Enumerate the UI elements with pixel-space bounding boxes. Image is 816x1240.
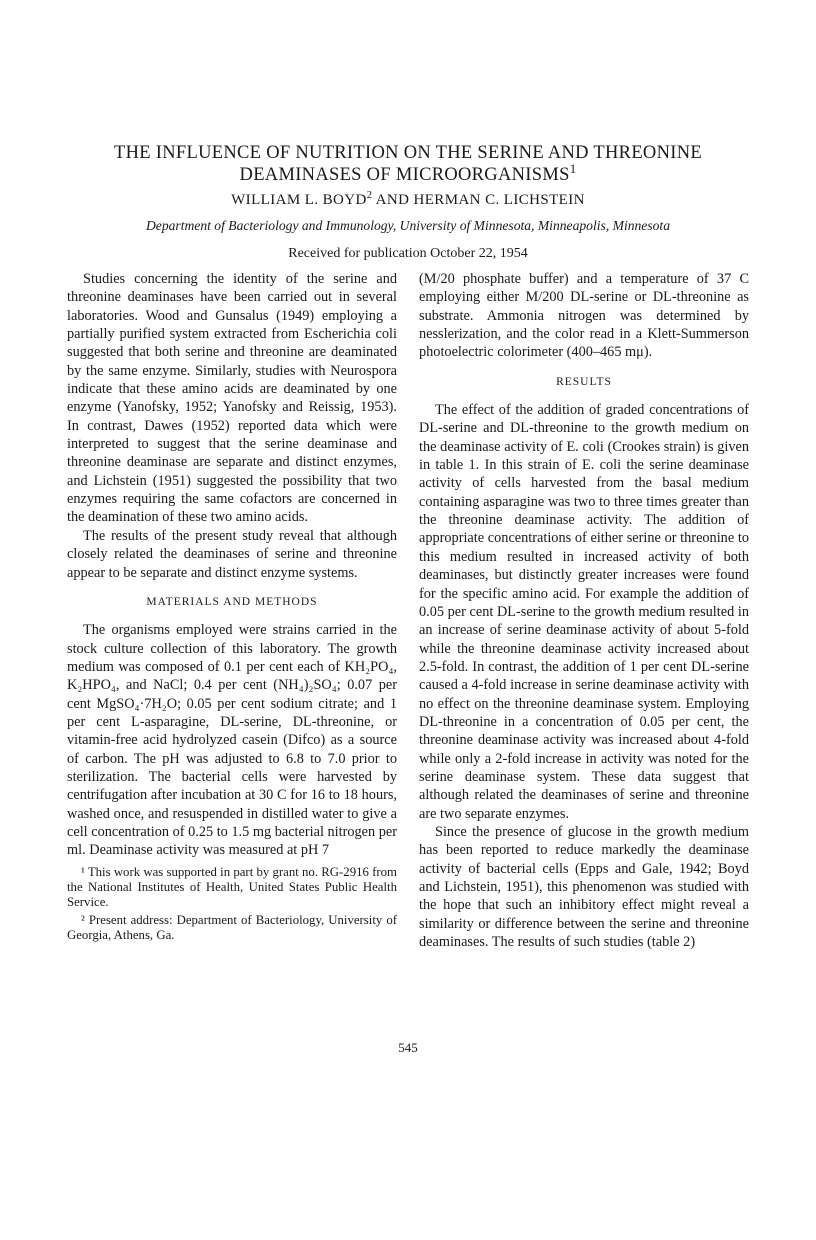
author-2: HERMAN C. LICHSTEIN xyxy=(413,192,585,208)
section-heading-methods: MATERIALS AND METHODS xyxy=(146,595,318,608)
results-paragraph-1: The effect of the addition of graded concentrations of DL-serine and DL-threonine to the growth medium on the deaminase activity of E. coli (Crookes strain) is given in table 1. In this strain of E. coli the serine deaminase activity of cells harvested from the basal medium containing asparagine was two to three times greater than the threonine deaminase activity. The addition of appropriate concentrations of either serine or threonine to this medium resulted in increased activity of both deaminases, but distinctly greater increases were found for the specific amino acid. For example the addition of 0.05 per cent DL-serine to the growth medium resulted in an increase of serine deaminase activity of about 5-fold while the threonine deaminase activity increased about 2.5-fold. In contrast, the addition of 1 per cent DL-serine caused a 4-fold increase in serine deaminase activity with no effect on the threonine deaminase system. Employing DL-threonine in a concentration of 0.05 per cent, the threonine deaminase activity was increased about 4-fold while only a 2-fold increase in activity was noted for the serine deaminase system. These data suggest that although related the deaminases of serine and threonine are two separate enzymes. xyxy=(419,402,749,822)
footnotes xyxy=(67,865,397,943)
page-number: 545 xyxy=(398,1040,418,1055)
methods-continuation: (M/20 phosphate buffer) and a temperature of 37 C employing either M/200 DL-serine or DL-threonine as substrate. Ammonia nitrogen was determined by nesslerization, and the color read in a Klett-Summerson photoelectric colorimeter (400–465 mμ). xyxy=(419,271,749,361)
affiliation: Department of Bacteriology and Immunology, University of Minnesota, Minneapolis, Minnesota xyxy=(145,218,671,233)
author-1: WILLIAM L. BOYD xyxy=(231,192,367,208)
methods-paragraph: The organisms employed were strains carried in the stock culture collection of this laboratory. The growth medium was composed of 0.1 per cent each of KH₂PO₄, K₂HPO₄, and NaCl; 0.4 per cent (NH₄)₂SO₄; 0.07 per cent MgSO₄·7H₂O; 0.05 per cent sodium citrate; and 1 per cent L-asparagine, DL-serine, DL-threonine, or vitamin-free acid hydrolyzed casein (Difco) as a source of carbon. The pH was adjusted to 6.8 to 7.0 prior to sterilization. The bacterial cells were harvested by centrifugation after incubation at 30 C for 16 to 18 hours, washed once, and resuspended in distilled water to give a cell concentration of 0.25 to 1.5 mg bacterial nitrogen per ml. Deaminase activity was measured at pH 7 xyxy=(67,622,397,859)
footnote-2: ² Present address: Department of Bacteriology, University of Georgia, Athens, Ga. xyxy=(67,912,397,942)
title-footnote-marker: 1 xyxy=(569,160,577,176)
title-line-1: THE INFLUENCE OF NUTRITION ON THE SERINE AND THREONINE xyxy=(114,143,702,163)
author-and: AND xyxy=(372,192,414,208)
title-line-2-text: DEAMINASES OF MICROORGANISMS xyxy=(239,165,570,185)
received-date: Received for publication October 22, 1954 xyxy=(288,246,528,261)
intro-paragraph-1: Studies concerning the identity of the serine and threonine deaminases have been carried out in several laboratories. Wood and Gunsalus (1949) employing a partially purified system extracted from Escherichia coli suggested that both serine and threonine are deaminated by the same enzyme. Similarly, studies with Neurospora indicate that these amino acids are deaminated by one enzyme (Yanofsky, 1952; Yanofsky and Reissig, 1953). In contrast, Dawes (1952) reported data which were interpreted to suggest that the serine deaminase and threonine deaminase are separate and distinct enzymes, and Lichstein (1951) suggested the possibility that two enzymes requiring the same cofactors are concerned in the deamination of these two amino acids. xyxy=(67,271,397,526)
title-line-2 xyxy=(60,160,756,186)
author-1-footnote-marker: 2 xyxy=(366,190,373,201)
right-column xyxy=(419,270,749,951)
results-paragraph-2: Since the presence of glucose in the growth medium has been reported to reduce markedly the deaminase activity of bacterial cells (Epps and Gale, 1942; Boyd and Lichstein, 1951), this phenomenon was studied with the hope that such an inhibitory effect might reveal a similarity or difference between the serine and threonine deaminases. The results of such studies (table 2) xyxy=(419,823,749,951)
author-line xyxy=(60,192,756,209)
section-heading-results: RESULTS xyxy=(556,375,612,388)
footnote-1: ¹ This work was supported in part by grant no. RG-2916 from the National Institutes of Health, United States Public Health Service. xyxy=(67,864,397,909)
left-column xyxy=(67,270,397,946)
paper-title xyxy=(60,142,756,186)
intro-paragraph-2: The results of the present study reveal that although closely related the deaminases of serine and threonine appear to be separate and distinct enzyme systems. xyxy=(67,527,397,581)
